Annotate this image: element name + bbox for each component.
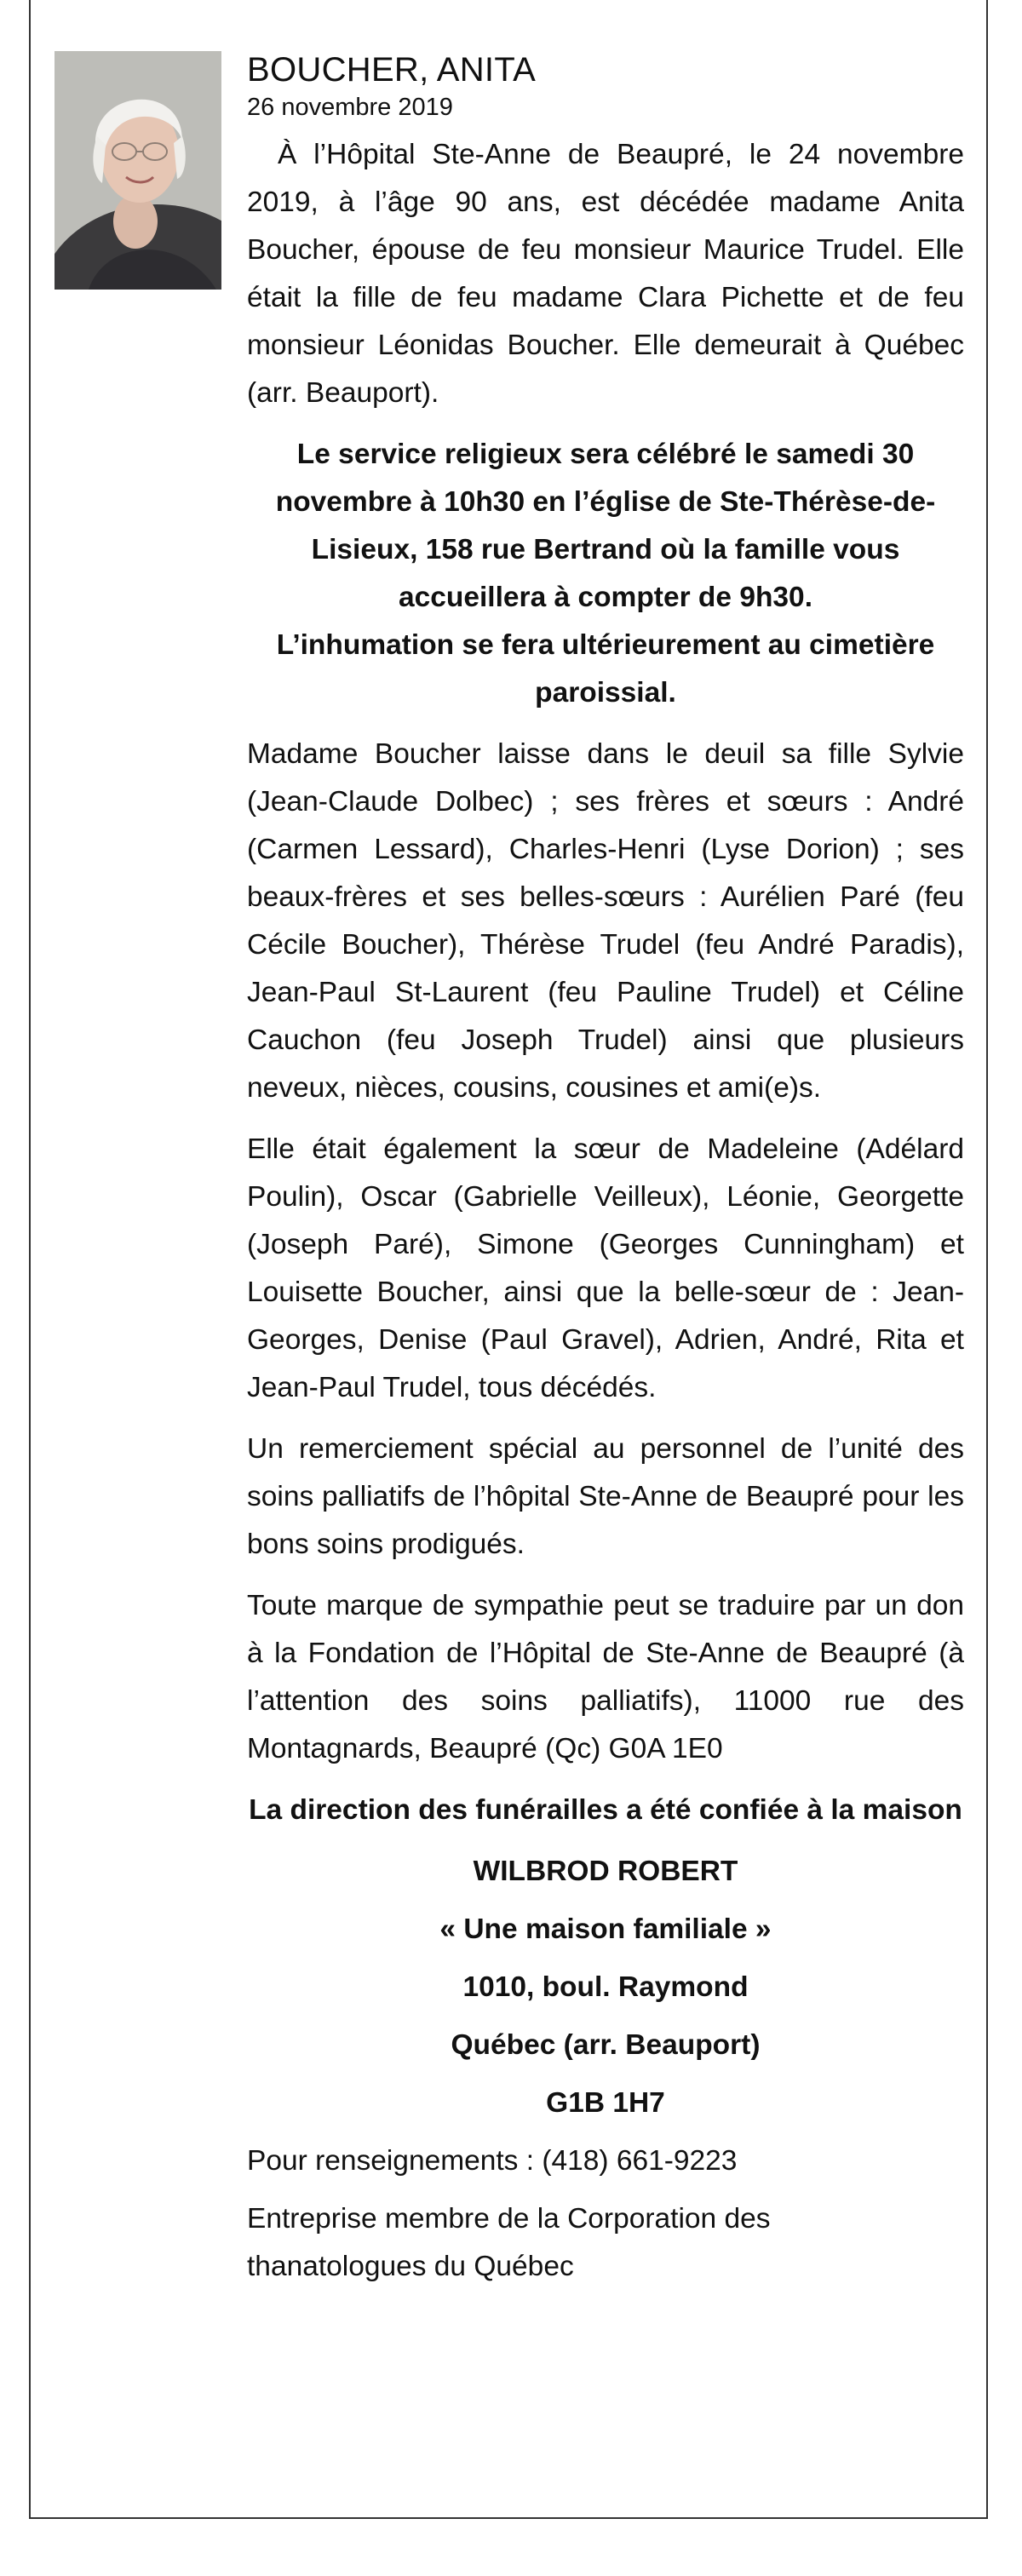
obituary-content [247,49,964,2301]
funeral-home-name: WILBROD ROBERT [473,1856,738,1887]
funeral-home-city: Québec (arr. Beauport) [451,2029,761,2061]
portrait-photo [55,51,221,290]
thanks-paragraph: Un remerciement spécial au personnel de l’unité des soins palliatifs de l’hôpital Ste-Anne de Beaupré pour les bons soins prodigués. [247,1433,964,1560]
survivors-paragraph: Madame Boucher laisse dans le deuil sa fille Sylvie (Jean-Claude Dolbec) ; ses frères et sœurs : André (Carmen Lessard), Charles-Henri (Lyse Dorion) ; ses beaux-frères et ses belles-sœurs : Aurélien Paré (feu Cécile Boucher), Thérèse Trudel (feu André Paradis), Jean-Paul St-Laurent (feu Pauline Trudel) et Céline Cauchon (feu Joseph Trudel) ainsi que plusieurs neveux, nièces, cousins, cousines et ami(e)s. [247,738,964,1104]
funeral-direction: La direction des funérailles a été confiée à la maison [249,1794,962,1826]
funeral-home-slogan: « Une maison familiale » [439,1913,772,1945]
funeral-home-address: 1010, boul. Raymond [462,1971,749,2003]
predeceased-paragraph: Elle était également la sœur de Madeleine (Adélard Poulin), Oscar (Gabrielle Veilleux), Léonie, Georgette (Joseph Paré), Simone (Georges Cunningham) et Louisette Boucher, ainsi que la belle-sœur de : Jean-Georges, Denise (Paul Gravel), Adrien, André, Rita et Jean-Paul Trudel, tous décédés. [247,1133,964,1403]
service-details: Le service religieux sera célébré le samedi 30 novembre à 10h30 en l’église de Ste-Thérèse-de-Lisieux, 158 rue Bertrand où la famille vous accueillera à compter de 9h30. [275,439,936,613]
portrait-illustration [55,51,221,290]
burial-details: L’inhumation se fera ultérieurement au cimetière paroissial. [276,629,935,709]
funeral-home-postal: G1B 1H7 [546,2087,665,2119]
donation-paragraph: Toute marque de sympathie peut se traduire par un don à la Fondation de l’Hôpital de Ste-Anne de Beaupré (à l’attention des soins palliatifs), 11000 rue des Montagnards, Beaupré (Qc) G0A 1E0 [247,1590,964,1764]
deceased-name: BOUCHER, ANITA [247,51,537,89]
death-notice-paragraph: À l’Hôpital Ste-Anne de Beaupré, le 24 novembre 2019, à l’âge 90 ans, est décédée madame Anita Boucher, épouse de feu monsieur Maurice Trudel. Elle était la fille de feu madame Clara Pichette et de feu monsieur Léonidas Boucher. Elle demeurait à Québec (arr. Beauport). [247,139,964,409]
membership-note: Entreprise membre de la Corporation des thanatologues du Québec [247,2203,771,2282]
info-phone: Pour renseignements : (418) 661-9223 [247,2145,738,2177]
publication-date: 26 novembre 2019 [247,94,453,121]
